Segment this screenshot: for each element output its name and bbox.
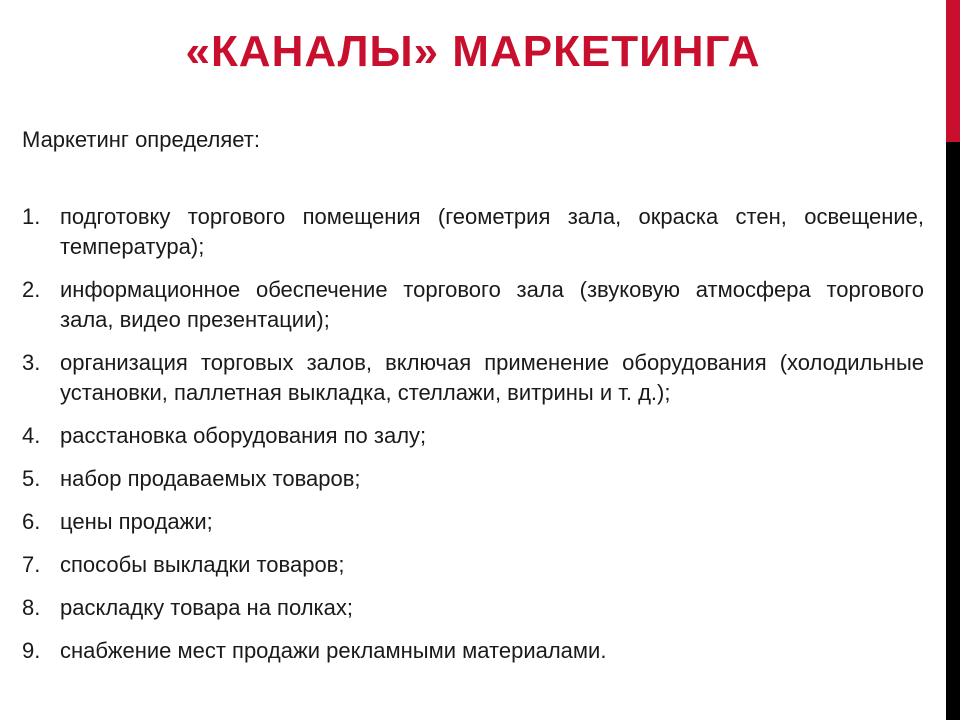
list-item-text: раскладку товара на полках;	[60, 595, 354, 620]
list-item	[22, 550, 924, 580]
list-item	[22, 636, 924, 666]
list-item-number: 6.	[22, 509, 41, 534]
slide-title: «КАНАЛЫ» МАРКЕТИНГА	[185, 27, 761, 76]
list-item-text: информационное обеспечение торгового зала (звуковую атмосфера торгового зала, видео презентации);	[60, 277, 924, 332]
list-item-text: набор продаваемых товаров;	[60, 466, 361, 491]
list-item-number: 9.	[22, 638, 41, 663]
list-item-text: расстановка оборудования по залу;	[60, 423, 427, 448]
list-item-text: снабжение мест продажи рекламными материалами.	[60, 638, 607, 663]
list-item-text: способы выкладки товаров;	[60, 552, 345, 577]
list-item-number: 2.	[22, 277, 41, 302]
side-accent-bar-black	[946, 142, 960, 720]
side-accent-bar-red	[946, 0, 960, 142]
intro-text: Маркетинг определяет:	[22, 127, 260, 152]
list-item-number: 1.	[22, 204, 41, 229]
list-item-text: цены продажи;	[60, 509, 213, 534]
list-item-number: 5.	[22, 466, 41, 491]
list-item	[22, 507, 924, 537]
list-item-number: 7.	[22, 552, 41, 577]
list-item-text: организация торговых залов, включая применение оборудования (холодильные установки, паллетная выкладка, стеллажи, витрины и т. д.);	[60, 350, 924, 405]
list-item	[22, 202, 924, 262]
list-item	[22, 275, 924, 335]
list-item-number: 3.	[22, 350, 41, 375]
list-item-number: 8.	[22, 595, 41, 620]
list-item-text: подготовку торгового помещения (геометрия зала, окраска стен, освещение, температура);	[60, 204, 924, 259]
list-item	[22, 593, 924, 623]
list-item-number: 4.	[22, 423, 41, 448]
marketing-list	[22, 202, 924, 679]
list-item	[22, 421, 924, 451]
list-item	[22, 464, 924, 494]
list-item	[22, 348, 924, 408]
